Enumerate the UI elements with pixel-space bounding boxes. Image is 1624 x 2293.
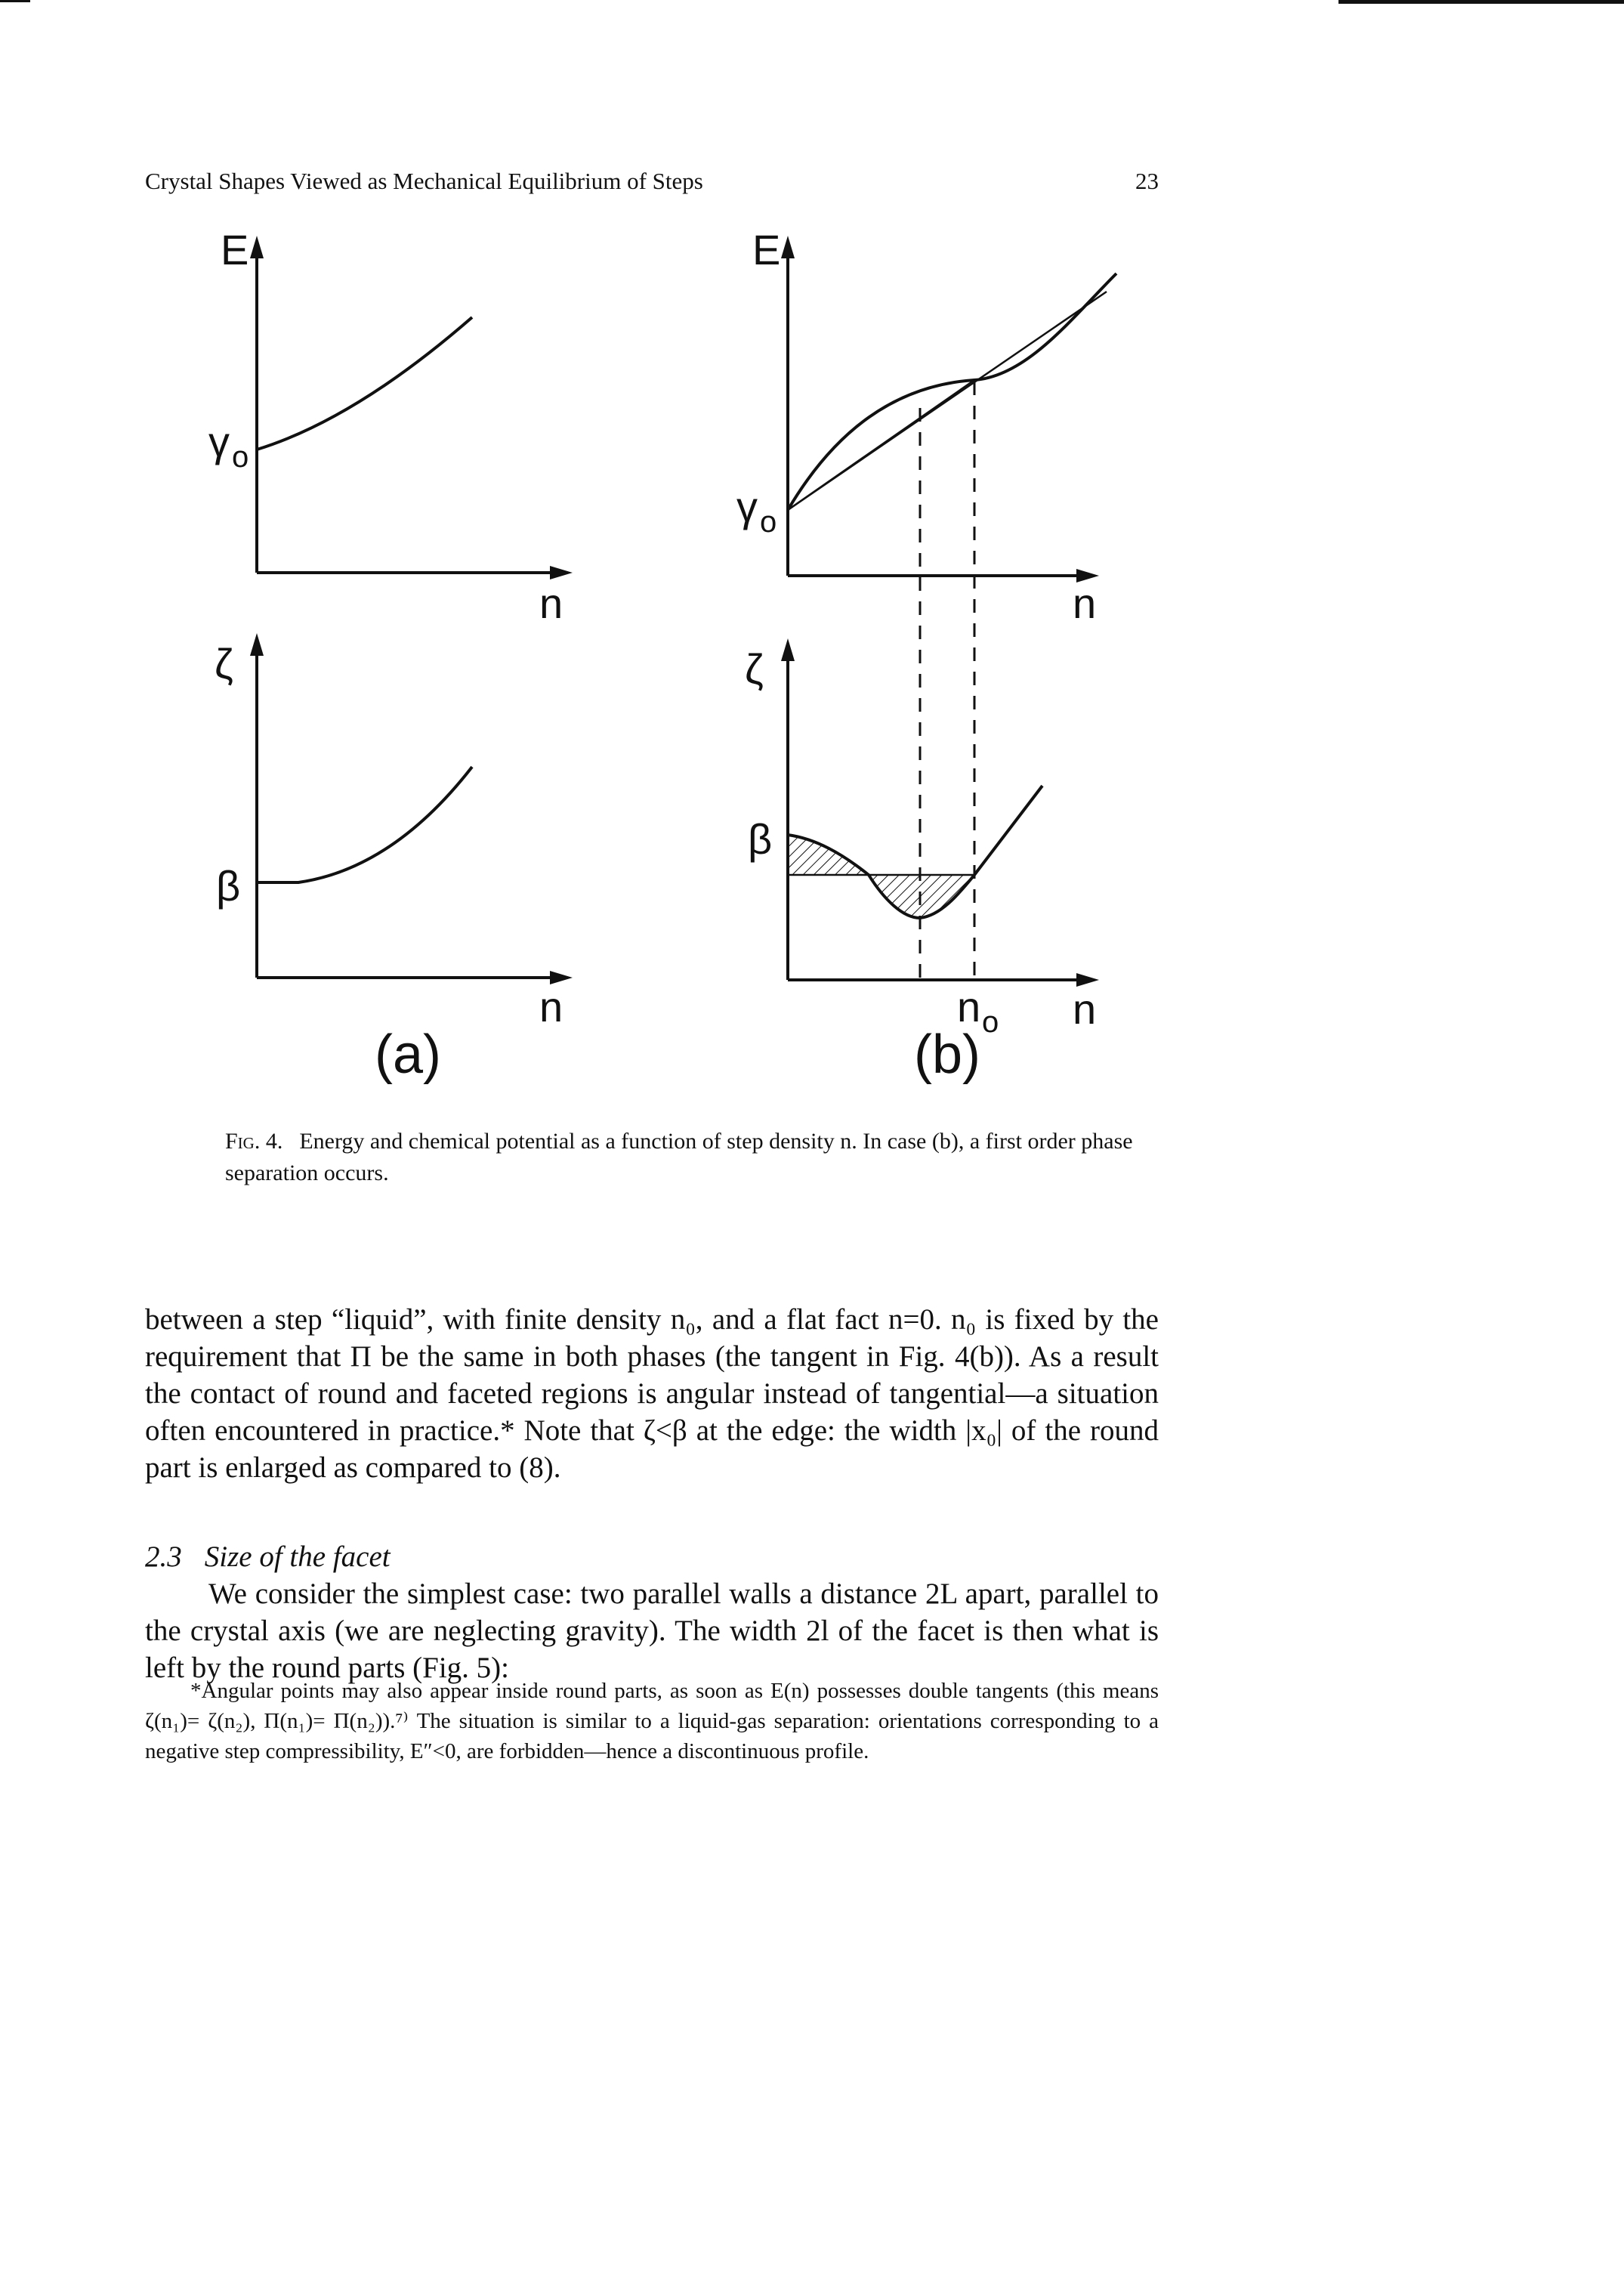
y-axis-label: E bbox=[221, 226, 249, 273]
x-axis-arrow bbox=[550, 566, 573, 579]
x-axis-label: n bbox=[539, 579, 563, 627]
intercept-label: β bbox=[216, 862, 241, 910]
n0-tick-label: n bbox=[957, 983, 981, 1031]
panel-a-bottom-plot bbox=[215, 633, 573, 1031]
figure-caption bbox=[225, 1126, 1154, 1189]
hatched-area-left bbox=[788, 835, 869, 875]
intercept-subscript: o bbox=[760, 505, 777, 539]
section-number: 2.3 bbox=[145, 1541, 182, 1573]
x-axis-label: n bbox=[1073, 579, 1097, 627]
y-axis-label: ζ bbox=[745, 645, 764, 693]
y-axis-label: ζ bbox=[215, 640, 233, 688]
n0-tick-subscript: o bbox=[982, 1006, 999, 1039]
caption-label: Fig. 4. bbox=[225, 1129, 283, 1154]
section-paragraph: We consider the simplest case: two parallel walls a distance 2L apart, parallel to the crystal axis (we are neglecting gravity). The width 2l of the facet is then what is left by the round parts (Fig. 5): bbox=[145, 1578, 1159, 1684]
section-heading bbox=[145, 1538, 1159, 1575]
panel-b-bottom-plot bbox=[745, 638, 1099, 1039]
intercept-label: β bbox=[748, 815, 773, 863]
footnote: *Angular points may also appear inside round parts, as soon as E(n) possesses double tangents (this means ζ(n₁)= ζ(n₂), Π(n₁)= Π(n₂)).⁷⁾ The situation is similar to a liquid-gas separation: orientations corresponding to a negative step compressibility, E″<0, are forbidden—hence a discontinuous profile. bbox=[145, 1679, 1159, 1763]
intercept-subscript: o bbox=[232, 440, 249, 474]
panel-b-case-label: (b) bbox=[914, 1024, 980, 1085]
y-axis-arrow bbox=[250, 633, 264, 656]
y-axis-label: E bbox=[752, 226, 781, 273]
y-axis-arrow bbox=[781, 638, 795, 661]
figure-4-svg bbox=[0, 0, 1624, 1133]
secant-line bbox=[788, 380, 974, 510]
page-number: 23 bbox=[1135, 168, 1159, 194]
section-title: Size of the facet bbox=[204, 1541, 391, 1573]
x-axis-label: n bbox=[539, 983, 563, 1031]
panel-a-top-plot bbox=[208, 226, 573, 627]
x-axis-label: n bbox=[1073, 985, 1097, 1033]
body-paragraph: between a step “liquid”, with finite density n₀, and a flat fact n=0. n₀ is fixed by the requirement that Π be the same in both phases (the tangent in Fig. 4(b)). As a result the contact of round and faceted regions is angular instead of tangential—a situation often encountered in practice.* Note that ζ<β at the edge: the width |x₀| of the round part is enlarged as compared to (8). bbox=[145, 1303, 1159, 1484]
chemical-potential-curve bbox=[257, 767, 472, 882]
y-axis-arrow bbox=[781, 236, 795, 258]
caption-text: Energy and chemical potential as a function of step density n. In case (b), a first order phase separation occurs. bbox=[225, 1129, 1133, 1185]
intercept-label: γ bbox=[208, 418, 230, 465]
panel-a-case-label: (a) bbox=[375, 1024, 441, 1085]
intercept-label: γ bbox=[736, 483, 758, 530]
energy-curve bbox=[257, 317, 472, 450]
panel-b-top-plot bbox=[736, 226, 1116, 627]
running-title: Crystal Shapes Viewed as Mechanical Equilibrium of Steps bbox=[145, 168, 703, 194]
y-axis-arrow bbox=[250, 236, 264, 258]
figure-4 bbox=[0, 0, 1624, 1133]
